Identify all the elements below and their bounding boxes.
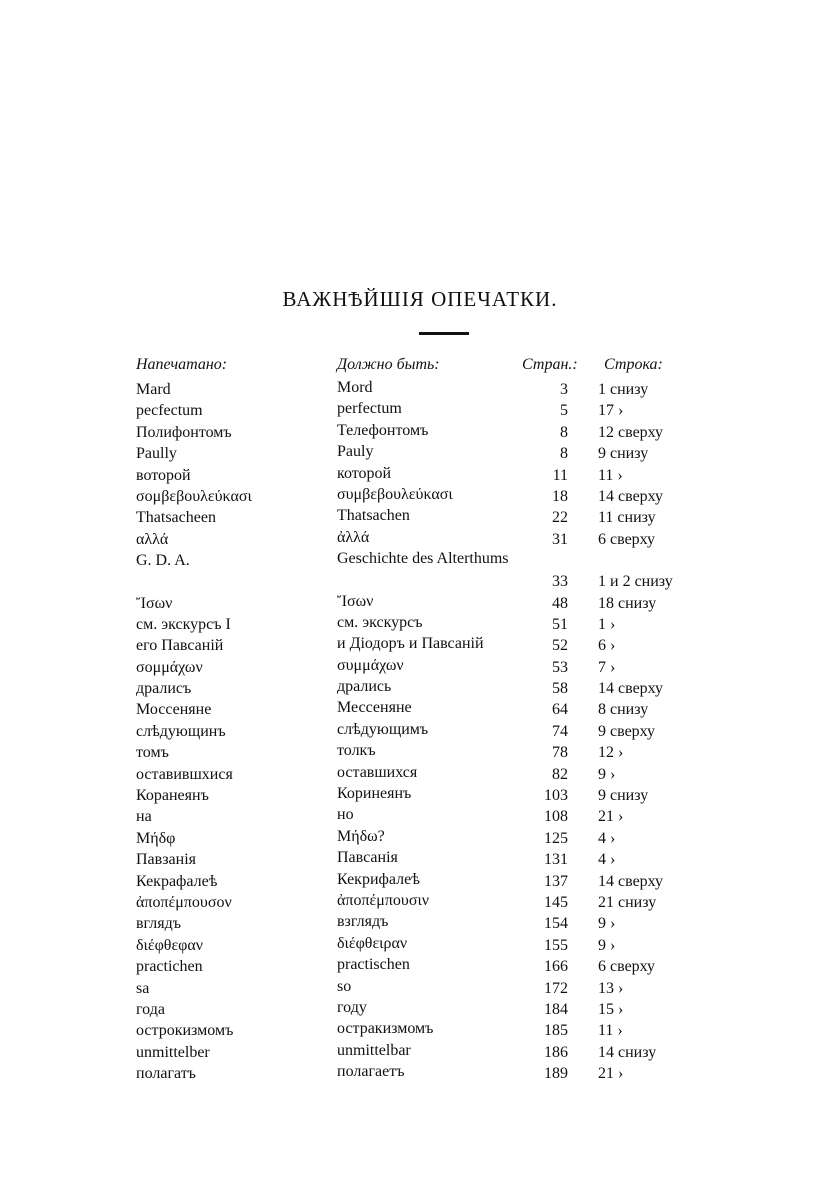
page-cell: 8 [560, 423, 568, 441]
printed-cell: σομβεβουλεύκασι [136, 487, 252, 505]
line-cell: 9 снизу [598, 787, 649, 805]
line-cell: 4 › [598, 851, 616, 869]
printed-cell: Paully [136, 445, 177, 463]
table-row [0, 935, 840, 956]
page-cell: 64 [552, 701, 568, 719]
correction-cell: и Діодоръ и Павсаній [337, 635, 484, 653]
correction-cell: perfectum [337, 400, 402, 418]
table-row [0, 956, 840, 977]
title-rule [419, 332, 469, 335]
correction-cell: которой [337, 464, 392, 482]
printed-cell: дралисъ [136, 680, 192, 698]
table-row [0, 721, 840, 742]
page-cell: 125 [544, 829, 568, 847]
printed-cell: томъ [136, 744, 169, 762]
line-cell: 18 снизу [598, 594, 657, 612]
page-cell: 58 [552, 680, 568, 698]
correction-cell: practischen [337, 956, 410, 974]
correction-cell: слѣдующимъ [337, 720, 429, 738]
correction-cell: so [337, 977, 352, 995]
page-cell: 131 [544, 851, 568, 869]
page-cell: 48 [552, 594, 568, 612]
correction-cell: συμμάχων [337, 656, 404, 674]
page-cell: 8 [560, 445, 568, 463]
table-row [0, 593, 840, 614]
printed-cell: воторой [136, 466, 191, 484]
line-cell: 15 › [598, 1000, 624, 1018]
table-row [0, 1020, 840, 1041]
line-cell: 21 снизу [598, 893, 657, 911]
line-cell: 6 › [598, 637, 616, 655]
correction-cell: Mord [337, 379, 373, 396]
printed-cell: ἀποπέμπουσον [136, 893, 232, 911]
printed-cell: σομμάχων [136, 658, 203, 676]
line-cell: 17 › [598, 402, 624, 420]
printed-cell: года [136, 1000, 165, 1018]
table-row [0, 507, 840, 528]
printed-cell: Павзанія [136, 851, 196, 869]
table-row [0, 635, 840, 656]
printed-cell: вглядъ [136, 915, 182, 933]
table-row [0, 443, 840, 464]
line-cell: 11 › [598, 1022, 623, 1040]
errata-table [0, 379, 840, 1085]
printed-cell: острокизмомъ [136, 1022, 234, 1040]
correction-cell: Thatsachen [337, 507, 410, 525]
page-cell: 108 [544, 808, 568, 826]
page-cell: 186 [544, 1043, 568, 1061]
page-cell: 78 [552, 744, 568, 762]
table-row [0, 742, 840, 763]
line-cell: 9 снизу [598, 445, 649, 463]
printed-cell: Моссеняне [136, 701, 212, 719]
line-cell: 1 › [598, 615, 616, 633]
line-cell: 12 сверху [598, 423, 664, 441]
line-cell: 1 и 2 снизу [598, 573, 673, 591]
correction-cell: полагаетъ [337, 1063, 405, 1081]
table-row [0, 828, 840, 849]
page-cell: 166 [544, 958, 568, 976]
table-row [0, 379, 840, 400]
table-row [0, 892, 840, 913]
line-cell: 21 › [598, 1065, 624, 1083]
line-cell: 11 снизу [598, 509, 656, 527]
page-cell: 5 [560, 402, 568, 420]
page-cell: 22 [552, 509, 568, 527]
header-page: Стран.: [522, 356, 578, 373]
correction-cell: Pauly [337, 443, 374, 461]
table-row [0, 764, 840, 785]
correction-cell: Мессеняне [337, 699, 412, 717]
correction-cell: толкъ [337, 742, 376, 760]
table-row [0, 978, 840, 999]
line-cell: 9 сверху [598, 722, 656, 740]
table-row [0, 465, 840, 486]
printed-cell: διέφθεφαν [136, 936, 204, 954]
printed-cell: на [136, 808, 152, 826]
line-cell: 1 снизу [598, 381, 649, 398]
printed-cell: Полифонтомъ [136, 423, 232, 441]
table-row [0, 550, 840, 592]
correction-cell: συμβεβουλεύκασι [337, 485, 453, 503]
table-row [0, 849, 840, 870]
table-row [0, 657, 840, 678]
page-cell: 154 [544, 915, 568, 933]
printed-cell: полагатъ [136, 1065, 196, 1083]
correction-cell: см. экскурсъ [337, 613, 423, 631]
printed-cell: practichen [136, 958, 203, 976]
line-cell: 9 › [598, 915, 616, 933]
printed-cell: Μήδφ [136, 829, 176, 847]
printed-cell: αλλά [136, 530, 169, 548]
correction-cell: взглядъ [337, 913, 389, 931]
correction-cell: ἀλλά [337, 528, 370, 546]
correction-cell: но [337, 806, 354, 824]
correction-cell: оставшихся [337, 763, 418, 781]
page-cell: 18 [552, 487, 568, 505]
line-cell: 9 › [598, 936, 616, 954]
correction-cell: unmittelbar [337, 1041, 411, 1059]
line-cell: 14 сверху [598, 487, 664, 505]
correction-cell: Ἴσων [337, 592, 374, 610]
page-cell: 31 [552, 530, 568, 548]
header-should: Должно быть: [337, 356, 440, 373]
correction-cell: Телефонтомъ [337, 421, 429, 439]
table-row [0, 806, 840, 827]
line-cell: 11 › [598, 466, 623, 484]
printed-cell: Ἴσων [136, 594, 173, 612]
table-row [0, 400, 840, 421]
page-cell: 74 [552, 722, 568, 740]
correction-cell: остракизмомъ [337, 1020, 434, 1038]
correction-cell: Μήδω? [337, 827, 385, 845]
page-cell: 3 [560, 381, 568, 398]
printed-cell: Коранеянъ [136, 787, 209, 805]
printed-cell: см. экскурсъ I [136, 615, 231, 633]
table-row [0, 785, 840, 806]
correction-cell: διέφθειραν [337, 934, 408, 952]
line-cell: 7 › [598, 658, 616, 676]
printed-cell: Кекрафалеѣ [136, 872, 218, 890]
page-cell: 184 [544, 1000, 568, 1018]
line-cell: 8 снизу [598, 701, 649, 719]
page-cell: 137 [544, 872, 568, 890]
header-line: Строка: [604, 356, 663, 373]
table-row [0, 999, 840, 1020]
table-row [0, 529, 840, 550]
correction-cell: ἀποπέμπουσιν [337, 891, 429, 909]
printed-cell: Mard [136, 381, 171, 398]
correction-cell: Павсанія [337, 849, 398, 867]
table-row [0, 699, 840, 720]
line-cell: 6 сверху [598, 530, 656, 548]
line-cell: 9 › [598, 765, 616, 783]
printed-cell: G. D. A. [136, 552, 190, 570]
page-cell: 51 [552, 615, 568, 633]
line-cell: 21 › [598, 808, 624, 826]
page-cell: 185 [544, 1022, 568, 1040]
table-row [0, 486, 840, 507]
table-row [0, 678, 840, 699]
page-cell: 155 [544, 936, 568, 954]
table-row [0, 871, 840, 892]
correction-cell: Кекрифалеѣ [337, 870, 420, 888]
printed-cell: слѣдующинъ [136, 722, 226, 740]
correction-cell: году [337, 998, 367, 1016]
page-cell: 82 [552, 765, 568, 783]
printed-cell: sa [136, 979, 150, 997]
header-printed: Напечатано: [136, 356, 228, 373]
page-cell: 53 [552, 658, 568, 676]
line-cell: 12 › [598, 744, 624, 762]
line-cell: 13 › [598, 979, 624, 997]
printed-cell: оставившхися [136, 765, 233, 783]
printed-cell: Thatsacheen [136, 509, 216, 527]
table-row [0, 614, 840, 635]
page-cell: 145 [544, 893, 568, 911]
line-cell: 14 сверху [598, 872, 664, 890]
line-cell: 6 сверху [598, 958, 656, 976]
table-row [0, 422, 840, 443]
line-cell: 4 › [598, 829, 616, 847]
correction-cell: Коринеянъ [337, 785, 412, 803]
page-cell: 172 [544, 979, 568, 997]
page-title: ВАЖНѢЙШІЯ ОПЕЧАТКИ. [282, 287, 558, 311]
printed-cell: unmittelber [136, 1043, 210, 1061]
table-row [0, 913, 840, 934]
correction-cell: дрались [337, 678, 392, 696]
page-cell: 11 [552, 466, 568, 484]
page-cell: 103 [544, 787, 568, 805]
page-cell: 33 [552, 573, 568, 591]
printed-cell: его Павсаній [136, 637, 224, 655]
printed-cell: pecfectum [136, 402, 203, 420]
table-row [0, 1063, 840, 1084]
line-cell: 14 снизу [598, 1043, 657, 1061]
page-cell: 189 [544, 1065, 568, 1083]
correction-cell: Geschichte des Alterthums [337, 550, 509, 568]
table-row [0, 1042, 840, 1063]
line-cell: 14 сверху [598, 680, 664, 698]
page-cell: 52 [552, 637, 568, 655]
